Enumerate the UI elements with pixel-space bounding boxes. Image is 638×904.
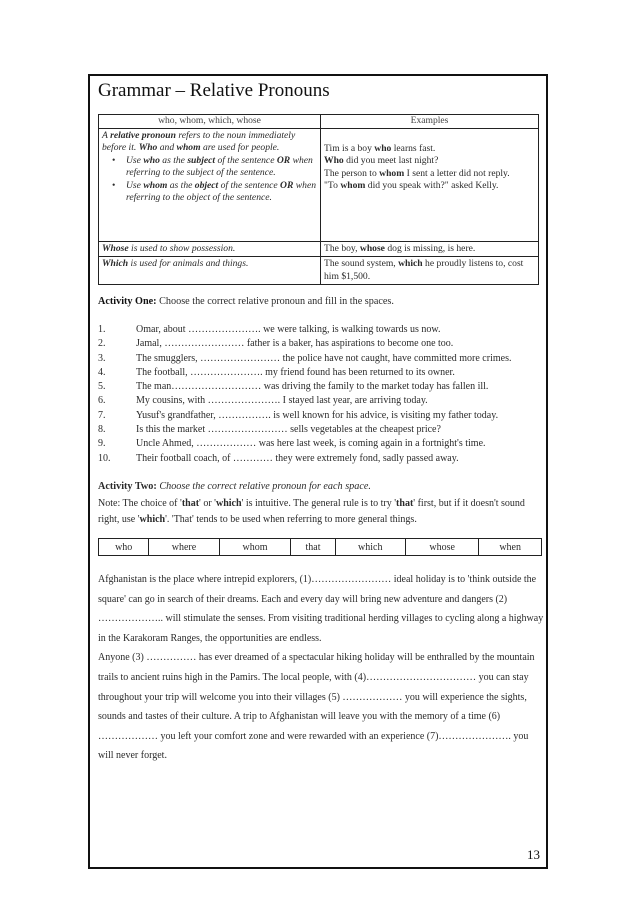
question-item: 8. Is this the market …………………… sells vegetables at the cheapest price? <box>98 424 441 436</box>
activity-one-questions <box>98 323 511 466</box>
word-bank-item: that <box>291 539 335 556</box>
word-bank-item: where <box>149 539 219 556</box>
word-bank <box>98 538 542 556</box>
table-row-who-whom <box>99 128 539 241</box>
page-title: Grammar – Relative Pronouns <box>98 80 330 101</box>
question-item: 9. Uncle Ahmed, ……………… was here last week, is coming again in a fortnight's time. <box>98 438 486 450</box>
activity-one-instruction: Choose the correct relative pronoun and fill in the spaces. <box>156 296 394 307</box>
question-item: 3. The smugglers, …………………… the police have not caught, have committed more crimes. <box>98 352 512 364</box>
column-header-examples: Examples <box>321 115 539 129</box>
word-bank-item: who <box>99 539 149 556</box>
which-example: The sound system, which he proudly listens to, cost him $1,500. <box>321 257 539 285</box>
question-item: 6. My cousins, with …………………. I stayed last year, are arriving today. <box>98 395 428 407</box>
whose-example: The boy, whose dog is missing, is here. <box>321 241 539 257</box>
question-item: 1. Omar, about …………………. we were talking, is walking towards us now. <box>98 324 441 335</box>
activity-one-label: Activity One: <box>98 296 157 307</box>
word-bank-item: which <box>335 539 405 556</box>
activity-two-note: Note: The choice of 'that' or 'which' is intuitive. The general rule is to try 'that' first, but if it doesn't sound right, use 'which'. 'That' tends to be used when referring to more general things. <box>98 498 525 525</box>
which-description: Which is used for animals and things. <box>99 257 321 285</box>
who-whom-examples <box>321 128 539 241</box>
example-line: Tim is a boy who learns fast. <box>324 142 436 154</box>
word-bank-item: whose <box>405 539 478 556</box>
activity-two-instruction: Choose the correct relative pronoun for each space. <box>156 481 371 492</box>
cloze-passage <box>98 570 544 766</box>
question-item: 5. The man……………………… was driving the family to the market today has fallen ill. <box>98 381 489 393</box>
question-item: 2. Jamal, …………………… father is a baker, has aspirations to become one too. <box>98 338 454 350</box>
activity-two-heading <box>98 481 371 492</box>
question-item: 10. Their football coach, of ………… they were extremely fond, sadly passed away. <box>98 452 459 464</box>
bullet-whom: • Use whom as the object of the sentence OR when referring to the object of the sentence. <box>126 180 317 205</box>
word-bank-item: when <box>479 539 542 556</box>
usage-bullet-list <box>102 155 317 205</box>
worksheet-frame <box>88 74 548 869</box>
passage-paragraph-1: Afghanistan is the place where intrepid explorers, (1)…………………… ideal holiday is to 'think outside the square' can go in search of their dreams. Each and every day will bring new adventure and dangers (2) ……………….. will stimulate the senses. From visiting traditional herding villages to cycling along a highway in the Karakoram Ranges, the opportunities are endless. <box>98 574 544 644</box>
whose-description: Whose is used to show possession. <box>99 241 321 257</box>
example-line: Who did you meet last night? <box>324 155 439 166</box>
question-item: 4. The football, …………………. my friend found has been returned to its owner. <box>98 366 455 378</box>
who-whom-description: A relative pronoun refers to the noun immediately before it. Who and whom are used for people. • Use who as the subject of the sentence OR when referring to the subject of the sentence. • Use whom as the object of the sentence OR when referring to the object of the sentence. <box>99 128 321 241</box>
question-item: 7. Yusuf's grandfather, ……………. is well known for his advice, is visiting my father today. <box>98 409 499 421</box>
table-row-whose <box>99 241 539 257</box>
table-header-row <box>99 115 539 129</box>
word-bank-row <box>99 539 542 556</box>
activity-two-label: Activity Two: <box>98 481 157 492</box>
table-row-which <box>99 257 539 285</box>
column-header-pronouns: who, whom, which, whose <box>99 115 321 129</box>
relative-pronoun-table <box>98 114 539 285</box>
passage-paragraph-2: Anyone (3) …………… has ever dreamed of a spectacular hiking holiday will be enthralled by the mountain trails to ancient ruins high in the Pamirs. The local people, with (4)…………………………… you can stay throughout your trip will welcome you into their villages (5) ……………… you will experience the sights, sounds and tastes of their culture. A trip to Afghanistan will leave you with the memory of a time (6) ……………… you left your comfort zone and were rewarded with an experience (7)…………………. you will never forget. <box>98 652 535 762</box>
example-line: "To whom did you speak with?" asked Kelly. <box>324 180 499 191</box>
page-number: 13 <box>527 847 540 862</box>
example-line: The person to whom I sent a letter did not reply. <box>324 167 510 179</box>
bullet-who: • Use who as the subject of the sentence OR when referring to the subject of the sentence. <box>126 155 317 180</box>
word-bank-item: whom <box>219 539 291 556</box>
activity-one-heading <box>98 296 394 307</box>
